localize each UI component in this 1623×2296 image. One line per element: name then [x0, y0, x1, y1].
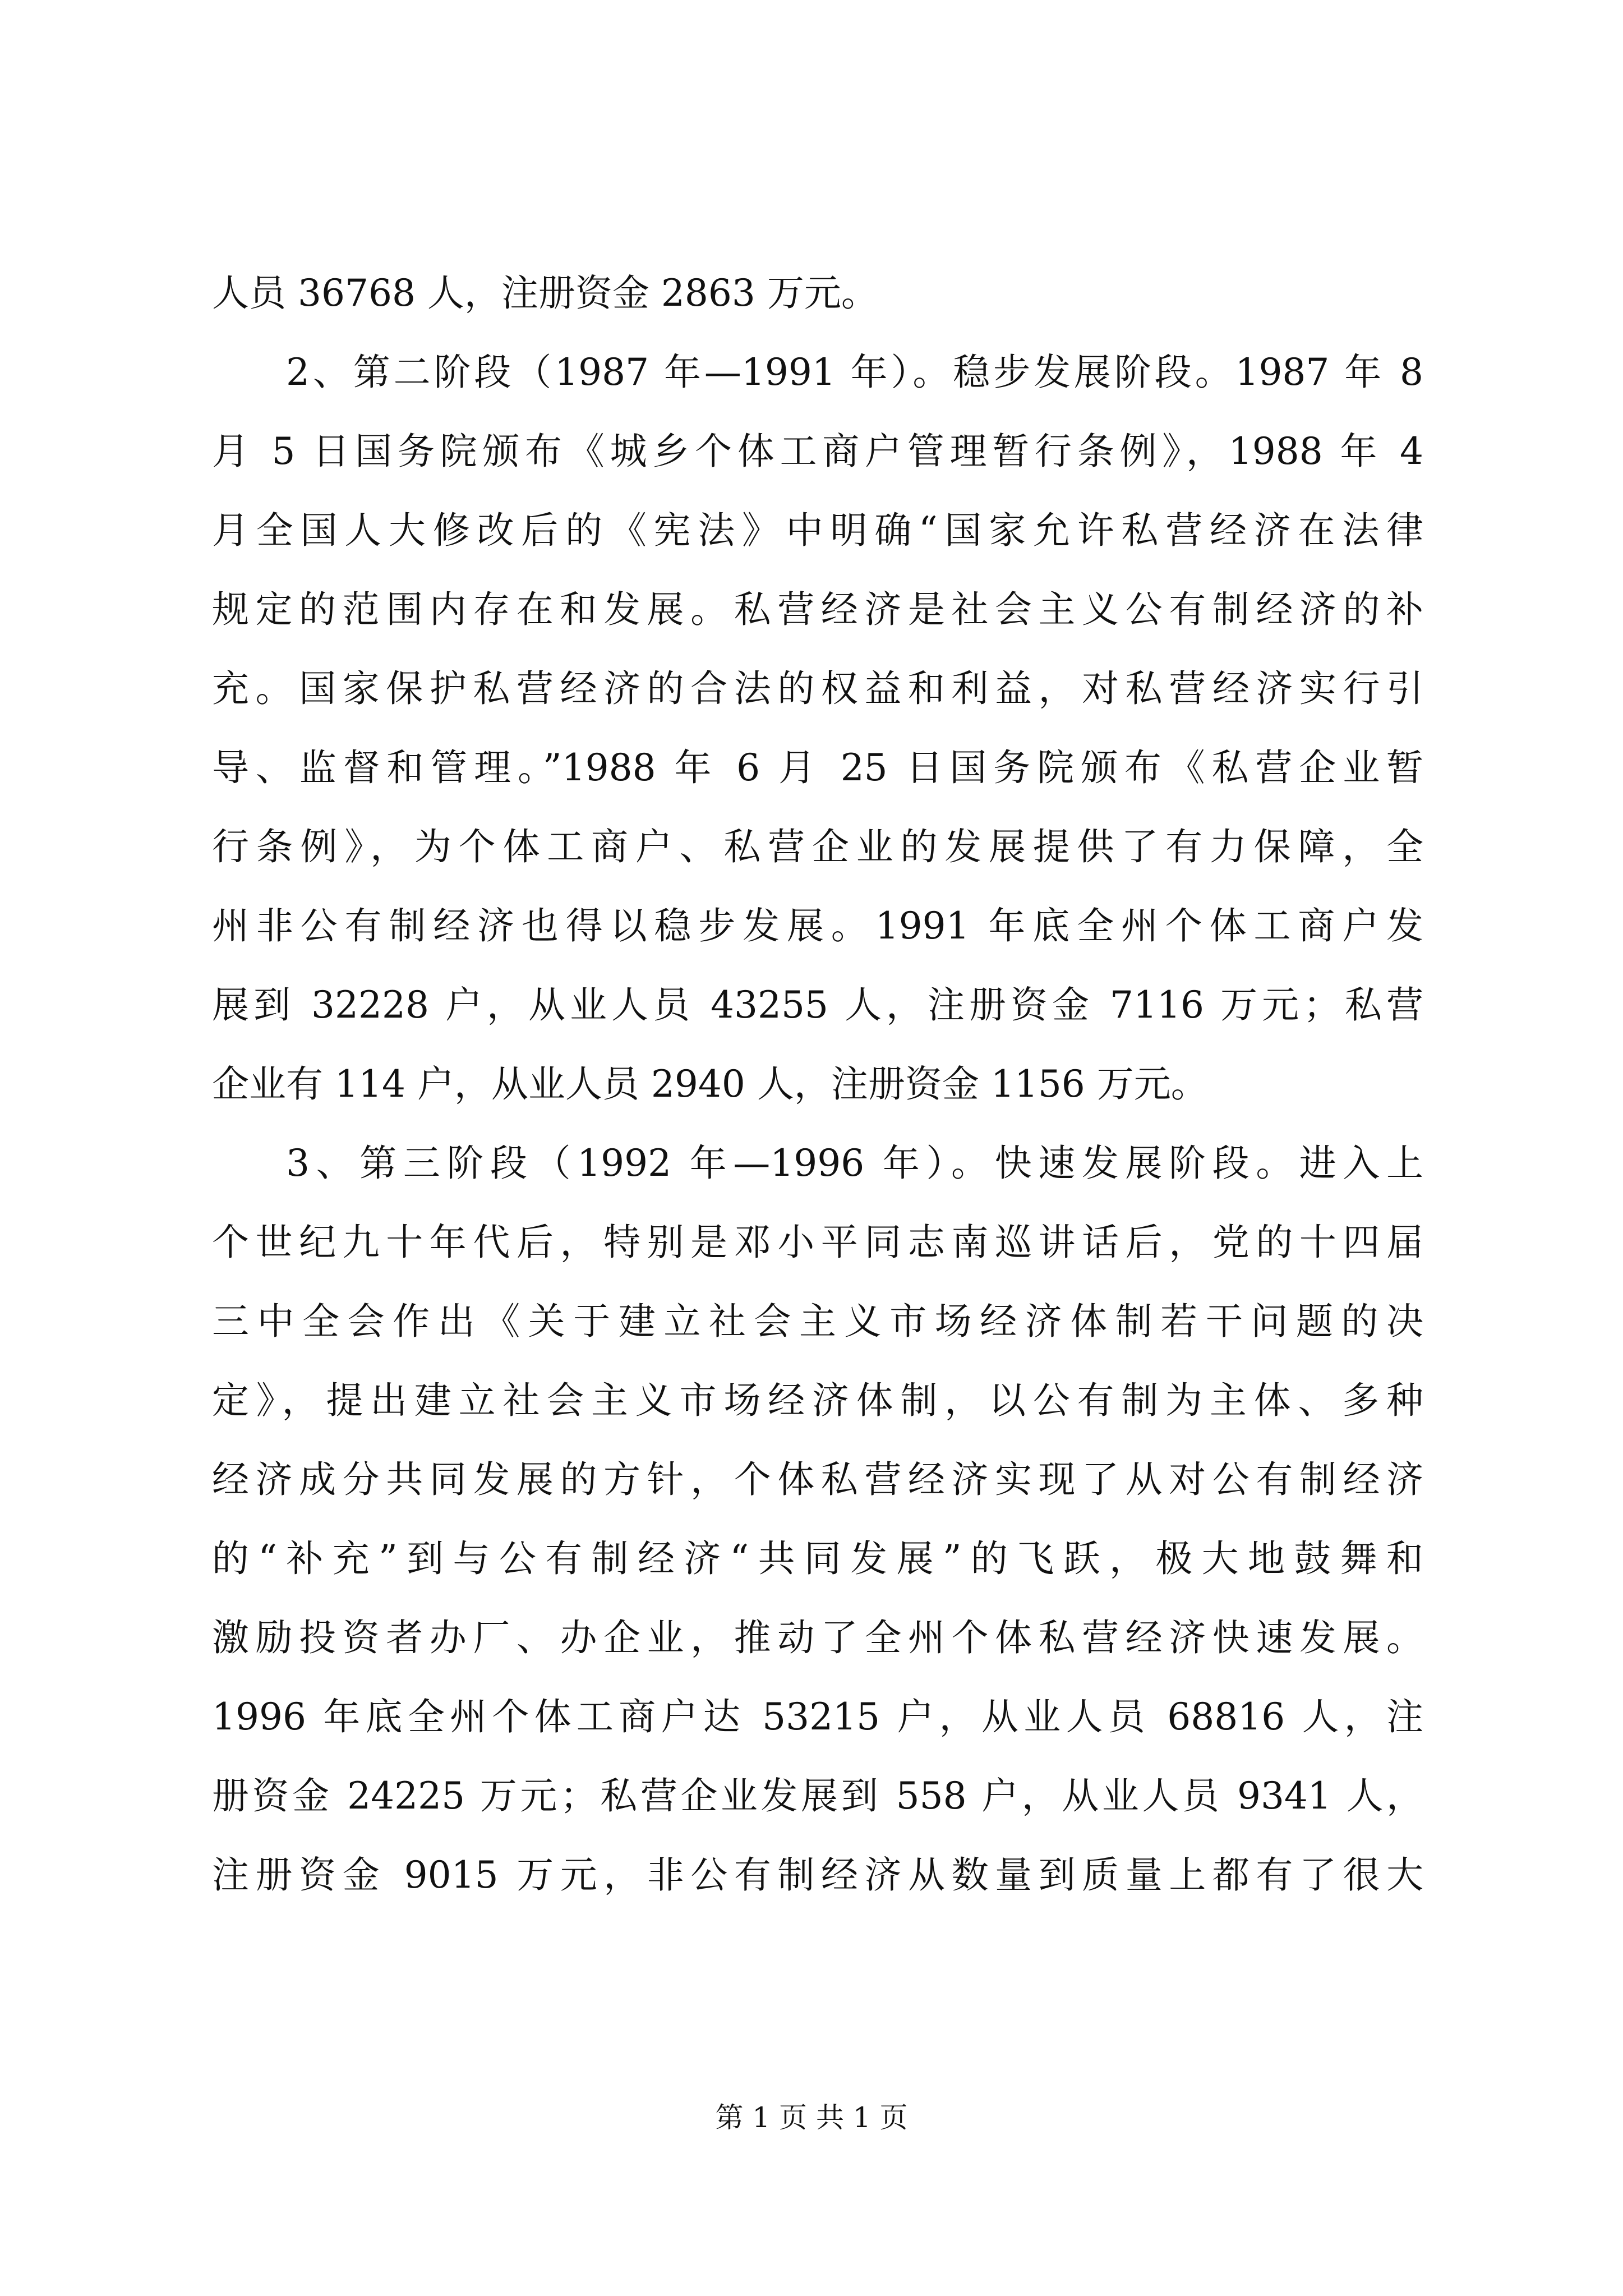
text-line: 1996 年底全州个体工商户达 53215 户，从业人员 68816 人，注: [212, 1695, 1423, 1738]
page-footer: 第 1 页 共 1 页: [715, 2101, 908, 2134]
text-line: 月全国人大修改后的《宪法》中明确“国家允许私营经济在法律: [212, 509, 1423, 552]
text-line: 册资金 24225 万元；私营企业发展到 558 户，从业人员 9341 人，: [212, 1774, 1423, 1818]
text-line: 行条例》，为个体工商户、私营企业的发展提供了有力保障，全: [212, 825, 1423, 868]
text-line: 经济成分共同发展的方针，个体私营经济实现了从对公有制经济: [212, 1458, 1423, 1501]
text-line: 展到 32228 户，从业人员 43255 人，注册资金 7116 万元；私营: [212, 983, 1423, 1027]
text-line: 企业有 114 户，从业人员 2940 人，注册资金 1156 万元。: [212, 1062, 1208, 1106]
text-line: 2、第二阶段（1987 年—1991 年）。稳步发展阶段。1987 年 8: [286, 351, 1423, 394]
text-line: 人员 36768 人，注册资金 2863 万元。: [212, 272, 878, 315]
text-line: 月 5 日国务院颁布《城乡个体工商户管理暂行条例》，1988 年 4: [212, 430, 1423, 473]
text-line: 注册资金 9015 万元，非公有制经济从数量到质量上都有了很大: [212, 1853, 1423, 1897]
text-line: 州非公有制经济也得以稳步发展。1991 年底全州个体工商户发: [212, 904, 1423, 947]
text-line: 充。国家保护私营经济的合法的权益和利益，对私营经济实行引: [212, 667, 1423, 710]
text-line: 定》，提出建立社会主义市场经济体制，以公有制为主体、多种: [212, 1379, 1423, 1422]
text-line: 三中全会作出《关于建立社会主义市场经济体制若干问题的决: [212, 1300, 1423, 1343]
text-line: 个世纪九十年代后，特别是邓小平同志南巡讲话后，党的十四届: [212, 1221, 1423, 1264]
text-line: 3、第三阶段（1992 年—1996 年）。快速发展阶段。进入上: [286, 1142, 1423, 1185]
text-line: 规定的范围内存在和发展。私营经济是社会主义公有制经济的补: [212, 588, 1423, 631]
text-line: 激励投资者办厂、办企业，推动了全州个体私营经济快速发展。: [212, 1616, 1423, 1659]
text-line: 的“补充”到与公有制经济“共同发展”的飞跃，极大地鼓舞和: [212, 1537, 1423, 1580]
text-line: 导、监督和管理。”1988 年 6 月 25 日国务院颁布《私营企业暂: [212, 746, 1423, 789]
